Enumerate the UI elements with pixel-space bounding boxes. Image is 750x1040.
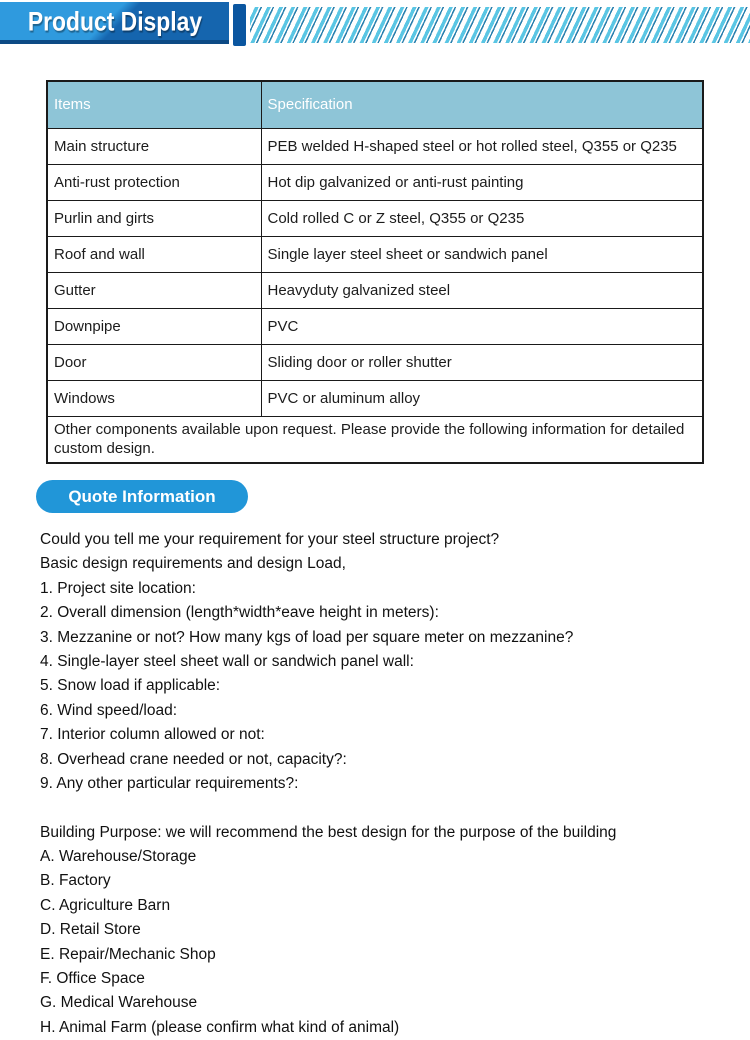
spec-cell: Cold rolled C or Z steel, Q355 or Q235: [261, 200, 703, 236]
column-header-items: Items: [47, 81, 261, 128]
quote-information-button[interactable]: Quote Information: [36, 480, 248, 513]
item-cell: Gutter: [47, 272, 261, 308]
text-line: 4. Single-layer steel sheet wall or sandwich panel wall:: [40, 652, 414, 670]
text-line: 2. Overall dimension (length*width*eave height in meters):: [40, 604, 439, 622]
table-row: [47, 164, 703, 200]
text-line: 9. Any other particular requirements?:: [40, 774, 299, 792]
spec-cell: Sliding door or roller shutter: [261, 344, 703, 380]
text-line: H. Animal Farm (please confirm what kind of animal): [40, 1018, 400, 1036]
table-row: [47, 344, 703, 380]
table-row: [47, 236, 703, 272]
table-row: [47, 272, 703, 308]
blank-line: [40, 796, 730, 820]
diagonal-stripes-decoration: [250, 7, 750, 43]
table-footnote: Other components available upon request. Please provide the following information for detailed custom design.: [47, 416, 703, 463]
item-cell: Roof and wall: [47, 236, 261, 272]
banner-divider-bar: [233, 4, 246, 46]
table-row: [47, 308, 703, 344]
text-line: 8. Overhead crane needed or not, capacity?:: [40, 750, 347, 768]
table-head: [47, 81, 703, 128]
text-line: Basic design requirements and design Load,: [40, 555, 346, 573]
item-cell: Windows: [47, 380, 261, 416]
text-line: 3. Mezzanine or not? How many kgs of load per square meter on mezzanine?: [40, 628, 574, 646]
spec-cell: PEB welded H-shaped steel or hot rolled steel, Q355 or Q235: [261, 128, 703, 164]
spec-table-body: [47, 128, 703, 416]
column-header-specification: Specification: [261, 81, 703, 128]
text-line: G. Medical Warehouse: [40, 994, 198, 1012]
body-text: [40, 528, 730, 1040]
text-line: A. Warehouse/Storage: [40, 848, 197, 866]
section-banner: [0, 2, 229, 44]
item-cell: Anti-rust protection: [47, 164, 261, 200]
spec-cell: Hot dip galvanized or anti-rust painting: [261, 164, 703, 200]
spec-cell: PVC or aluminum alloy: [261, 380, 703, 416]
table-foot: [47, 416, 703, 463]
text-line: E. Repair/Mechanic Shop: [40, 945, 216, 963]
table-header-row: [47, 81, 703, 128]
text-line: 7. Interior column allowed or not:: [40, 726, 265, 744]
spec-cell: Heavyduty galvanized steel: [261, 272, 703, 308]
item-cell: Door: [47, 344, 261, 380]
text-line: 6. Wind speed/load:: [40, 701, 178, 719]
item-cell: Purlin and girts: [47, 200, 261, 236]
table-row: [47, 200, 703, 236]
text-line: Building Purpose: we will recommend the best design for the purpose of the building: [40, 823, 617, 841]
item-cell: Main structure: [47, 128, 261, 164]
text-line: 5. Snow load if applicable:: [40, 677, 221, 695]
text-line: F. Office Space: [40, 970, 145, 988]
item-cell: Downpipe: [47, 308, 261, 344]
text-line: C. Agriculture Barn: [40, 896, 171, 914]
table-footnote-row: [47, 416, 703, 463]
specification-table: [46, 80, 704, 464]
spec-cell: Single layer steel sheet or sandwich panel: [261, 236, 703, 272]
text-line: D. Retail Store: [40, 921, 141, 939]
text-line: Could you tell me your requirement for your steel structure project?: [40, 531, 500, 548]
text-line: B. Factory: [40, 872, 111, 890]
table-row: [47, 380, 703, 416]
table-row: [47, 128, 703, 164]
text-line: 1. Project site location:: [40, 579, 196, 597]
page-title: Product Display: [27, 4, 202, 37]
spec-cell: PVC: [261, 308, 703, 344]
